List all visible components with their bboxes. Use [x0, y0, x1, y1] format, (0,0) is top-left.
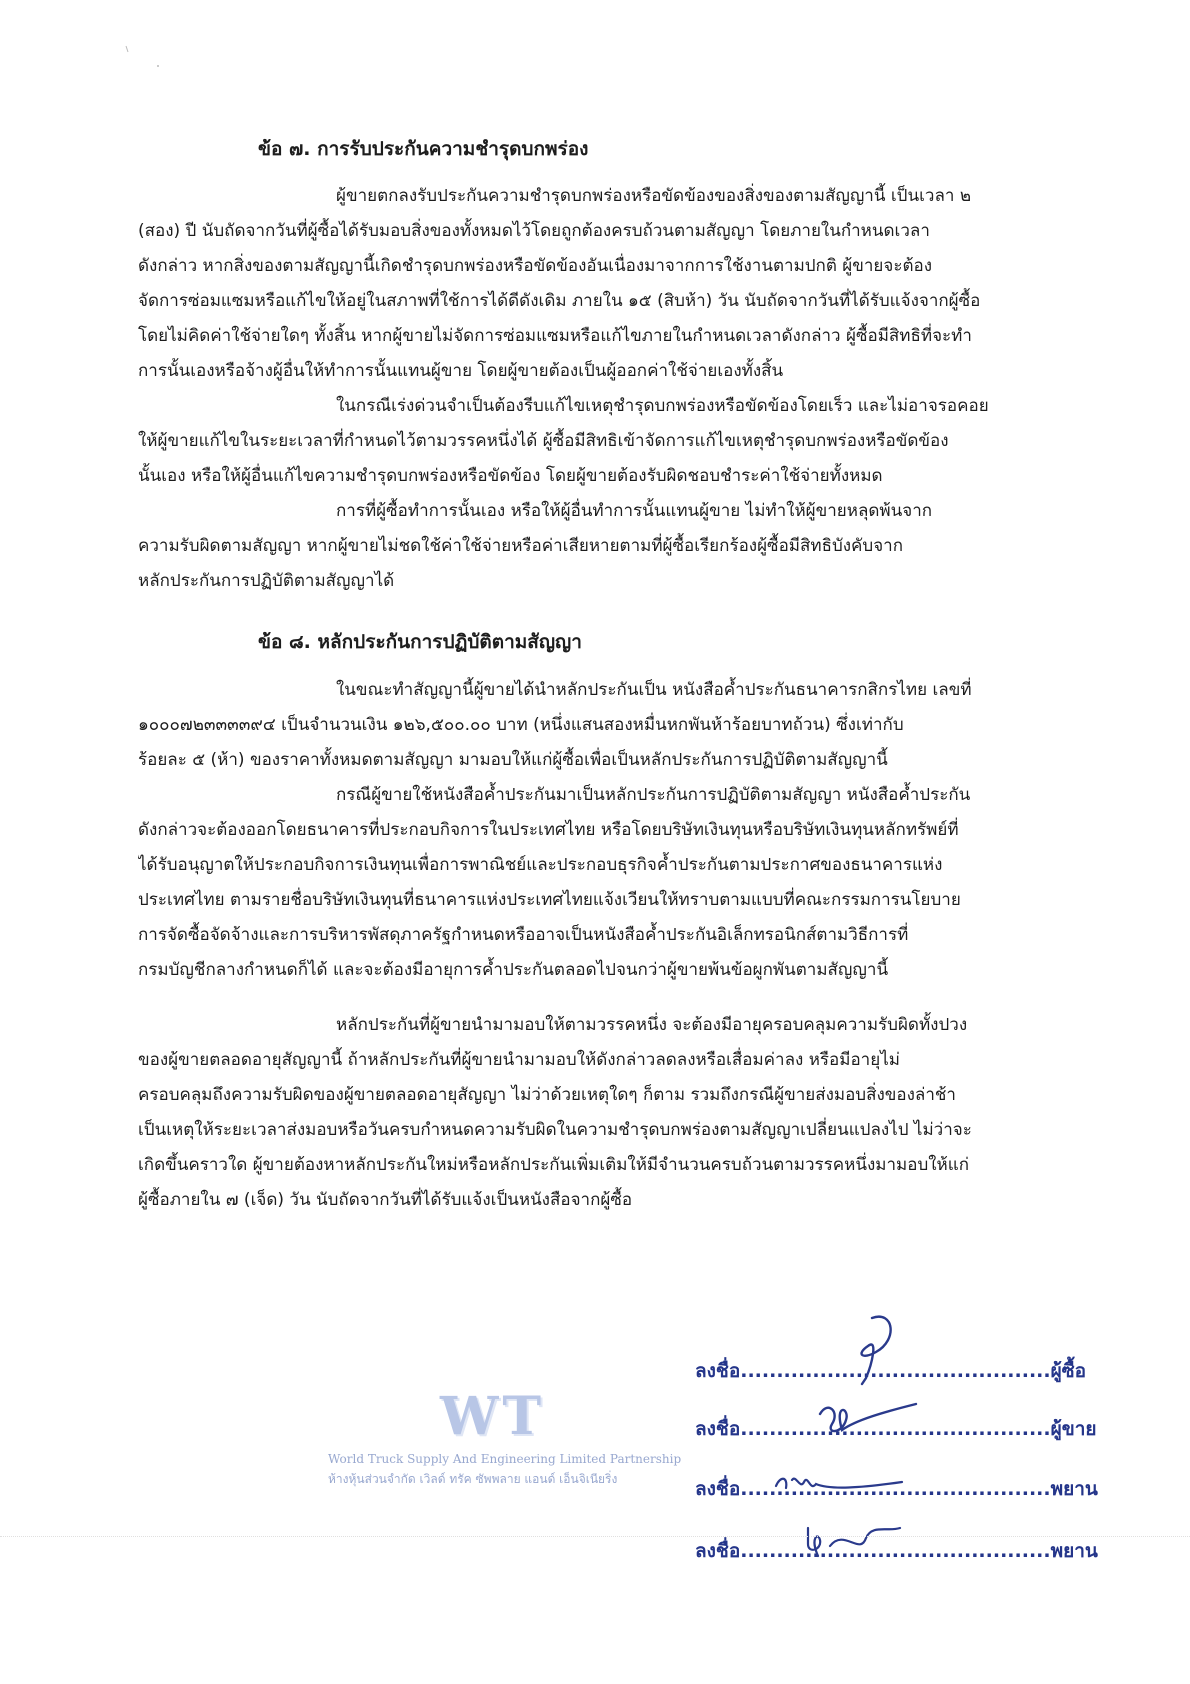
scan-fold-line	[0, 1536, 1190, 1537]
signature-role: ผู้ขาย	[1050, 1418, 1097, 1440]
signature-prefix: ลงชื่อ	[695, 1360, 741, 1382]
company-name-th: ห้างหุ้นส่วนจำกัด เวิลด์ ทรัค ซัพพลาย แอนด์ เอ็นจิเนียริ่ง	[328, 1472, 618, 1486]
section-8-heading: ข้อ ๘. หลักประกันการปฏิบัติตามสัญญา	[258, 631, 582, 653]
signature-dots: ...........................................	[740, 1418, 1051, 1440]
signature-role: ผู้ซื้อ	[1050, 1360, 1087, 1382]
section-8-line: ร้อยละ ๕ (ห้า) ของราคาทั้งหมดตามสัญญา มามอบให้แก่ผู้ซื้อเพื่อเป็นหลักประกันการปฏิบัติตามสัญญานี้	[138, 750, 888, 770]
section-7-line: หลักประกันการปฏิบัติตามสัญญาได้	[138, 571, 395, 591]
section-7-line: โดยไม่คิดค่าใช้จ่ายใดๆ ทั้งสิ้น หากผู้ขายไม่จัดการซ่อมแซมหรือแก้ไขภายในกำหนดเวลาดังกล่าว ผู้ซื้อมีสิทธิที่จะทำ	[138, 326, 972, 346]
section-7-line: การนั้นเองหรือจ้างผู้อื่นให้ทำการนั้นแทนผู้ขาย โดยผู้ขายต้องเป็นผู้ออกค่าใช้จ่ายเองทั้งสิ้น	[138, 361, 784, 381]
company-logo: WT	[440, 1386, 546, 1447]
section-8-line: ครอบคลุมถึงความรับผิดของผู้ขายตลอดอายุสัญญา ไม่ว่าด้วยเหตุใดๆ ก็ตาม รวมถึงกรณีผู้ขายส่งมอบสิ่งของล่าช้า	[138, 1085, 956, 1105]
section-7-line: จัดการซ่อมแซมหรือแก้ไขให้อยู่ในสภาพที่ใช้การได้ดีดังเดิม ภายใน ๑๕ (สิบห้า) วัน นับถัดจากวันที่ได้รับแจ้งจากผู้ซื้อ	[138, 291, 981, 311]
section-8-line: เป็นเหตุให้ระยะเวลาส่งมอบหรือวันครบกำหนดความรับผิดในความชำรุดบกพร่องตามสัญญาเปลี่ยนแปลงไป ไม่ว่าจะ	[138, 1120, 972, 1140]
signature-prefix: ลงชื่อ	[695, 1540, 741, 1562]
section-8-line: ประเทศไทย ตามรายชื่อบริษัทเงินทุนที่ธนาคารแห่งประเทศไทยแจ้งเวียนให้ทราบตามแบบที่คณะกรรมการนโยบาย	[138, 890, 961, 910]
scan-specks	[118, 44, 168, 84]
section-7-line: (สอง) ปี นับถัดจากวันที่ผู้ซื้อได้รับมอบสิ่งของทั้งหมดไว้โดยถูกต้องครบถ้วนตามสัญญา โดยภายในกำหนดเวลา	[138, 221, 930, 241]
section-7-line: ให้ผู้ขายแก้ไขในระยะเวลาที่กำหนดไว้ตามวรรคหนึ่งได้ ผู้ซื้อมีสิทธิเข้าจัดการแก้ไขเหตุชำรุดบกพร่องหรือขัดข้อง	[138, 431, 949, 451]
section-7-line: ในกรณีเร่งด่วนจำเป็นต้องรีบแก้ไขเหตุชำรุดบกพร่องหรือขัดข้องโดยเร็ว และไม่อาจรอคอย	[336, 396, 989, 416]
section-8-line: เกิดขึ้นคราวใด ผู้ขายต้องหาหลักประกันใหม่หรือหลักประกันเพิ่มเติมให้มีจำนวนครบถ้วนตามวรรคหนึ่งมามอบให้แก่	[138, 1155, 969, 1175]
company-stamp	[322, 1386, 682, 1496]
section-8-line: ได้รับอนุญาตให้ประกอบกิจการเงินทุนเพื่อการพาณิชย์และประกอบธุรกิจค้ำประกันตามประกาศของธนาคารแห่ง	[138, 855, 943, 875]
witness-1-signature	[770, 1462, 910, 1502]
company-name-en: World Truck Supply And Engineering Limited Partnership	[328, 1452, 682, 1466]
seller-signature	[812, 1390, 922, 1450]
signature-dots: ...........................................	[740, 1540, 1051, 1562]
section-7-line: การที่ผู้ซื้อทำการนั้นเอง หรือให้ผู้อื่นทำการนั้นแทนผู้ขาย ไม่ทำให้ผู้ขายหลุดพ้นจาก	[336, 501, 933, 521]
signature-prefix: ลงชื่อ	[695, 1478, 741, 1500]
signature-prefix: ลงชื่อ	[695, 1418, 741, 1440]
section-7-line: ความรับผิดตามสัญญา หากผู้ขายไม่ชดใช้ค่าใช้จ่ายหรือค่าเสียหายตามที่ผู้ซื้อเรียกร้องผู้ซื้อมีสิทธิบังคับจาก	[138, 536, 904, 556]
section-7-heading: ข้อ ๗. การรับประกันความชำรุดบกพร่อง	[258, 138, 589, 160]
section-7-line: นั้นเอง หรือให้ผู้อื่นแก้ไขความชำรุดบกพร่องหรือขัดข้อง โดยผู้ขายต้องรับผิดชอบชำระค่าใช้จ่ายทั้งหมด	[138, 466, 883, 486]
section-8-line: การจัดซื้อจัดจ้างและการบริหารพัสดุภาครัฐกำหนดหรืออาจเป็นหนังสือค้ำประกันอิเล็กทรอนิกส์ตามวิธีการที่	[138, 925, 909, 945]
section-8-line: ผู้ซื้อภายใน ๗ (เจ็ด) วัน นับถัดจากวันที่ได้รับแจ้งเป็นหนังสือจากผู้ซื้อ	[138, 1190, 633, 1210]
signature-role: พยาน	[1050, 1478, 1098, 1500]
signature-dots: ...........................................	[740, 1478, 1051, 1500]
section-7-line: ผู้ขายตกลงรับประกันความชำรุดบกพร่องหรือขัดข้องของสิ่งของตามสัญญานี้ เป็นเวลา ๒	[336, 186, 972, 206]
section-8-line: กรมบัญชีกลางกำหนดก็ได้ และจะต้องมีอายุการค้ำประกันตลอดไปจนกว่าผู้ขายพ้นข้อผูกพันตามสัญญานี้	[138, 960, 889, 980]
section-8-line: ดังกล่าวจะต้องออกโดยธนาคารที่ประกอบกิจการในประเทศไทย หรือโดยบริษัทเงินทุนหรือบริษัทเงินทุนหลักทรัพย์ที่	[138, 820, 959, 840]
witness-2-signature	[800, 1516, 910, 1566]
signature-role: พยาน	[1050, 1540, 1098, 1562]
section-8-line: กรณีผู้ขายใช้หนังสือค้ำประกันมาเป็นหลักประกันการปฏิบัติตามสัญญา หนังสือค้ำประกัน	[336, 785, 971, 805]
section-7-line: ดังกล่าว หากสิ่งของตามสัญญานี้เกิดชำรุดบกพร่องหรือขัดข้องอันเนื่องมาจากการใช้งานตามปกติ ผู้ขายจะต้อง	[138, 256, 933, 276]
section-8-line: ในขณะทำสัญญานี้ผู้ขายได้นำหลักประกันเป็น หนังสือค้ำประกันธนาคารกสิกรไทย เลขที่	[336, 680, 972, 700]
section-8-line: หลักประกันที่ผู้ขายนำมามอบให้ตามวรรคหนึ่ง จะต้องมีอายุครอบคลุมความรับผิดทั้งปวง	[336, 1015, 968, 1035]
section-8-line: ๑๐๐๐๗๒๓๓๓๓๙๔ เป็นจำนวนเงิน ๑๒๖,๕๐๐.๐๐ บาท (หนึ่งแสนสองหมื่นหกพันห้าร้อยบาทถ้วน) ซึ่งเท่ากับ	[138, 715, 904, 735]
section-8-line: ของผู้ขายตลอดอายุสัญญานี้ ถ้าหลักประกันที่ผู้ขายนำมามอบให้ดังกล่าวลดลงหรือเสื่อมค่าลง หรือมีอายุไม่	[138, 1050, 900, 1070]
signature-dots: ...........................................	[740, 1360, 1051, 1382]
buyer-signature	[832, 1308, 912, 1388]
